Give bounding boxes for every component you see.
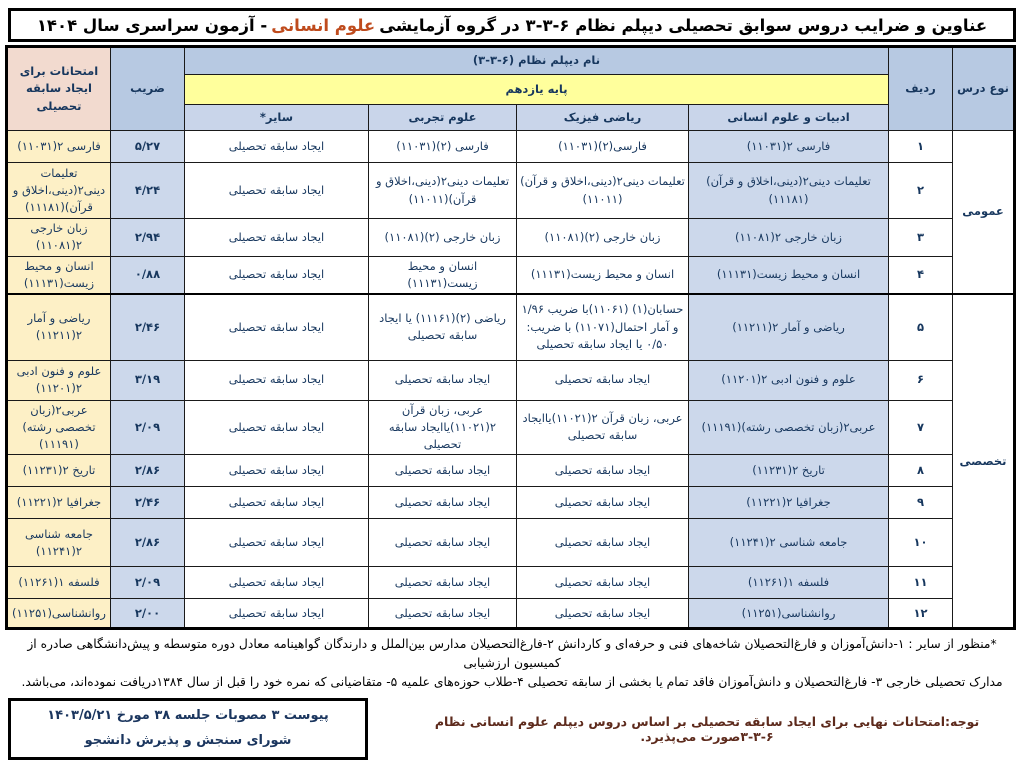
cell-exam: روانشناسی(۱۱۲۵۱)	[6, 599, 110, 629]
col-header-diploma-name: نام دیپلم نظام (۶-۳-۳)	[184, 47, 888, 75]
cell-exam: علوم و فنون ادبی ۲(۱۱۲۰۱)	[6, 360, 110, 400]
col-header-course-type: نوع درس	[953, 47, 1015, 131]
cell-humanities: روانشناسی(۱۱۲۵۱)	[689, 599, 889, 629]
attention-note: توجه:امتحانات نهایی برای ایجاد سابقه تحصیلی بر اساس دروس دیپلم علوم انسانی نظام ۶-۳-۳صورت می‌پذیرد.	[434, 714, 980, 745]
cell-coefficient: ۲/۹۴	[110, 219, 184, 257]
cell-other: ایجاد سابقه تحصیلی	[184, 519, 368, 567]
cell-math-physics: ایجاد سابقه تحصیلی	[517, 487, 689, 519]
cell-math-physics: انسان و محیط زیست(۱۱۱۳۱)	[517, 256, 689, 294]
cell-coefficient: ۵/۲۷	[110, 131, 184, 163]
cell-coefficient: ۲/۰۹	[110, 400, 184, 455]
cell-humanities: ریاضی و آمار ۲(۱۱۲۱۱)	[689, 294, 889, 360]
cell-row-number: ۱۱	[889, 567, 953, 599]
cell-humanities: زبان خارجی ۲(۱۱۰۸۱)	[689, 219, 889, 257]
cell-coefficient: ۳/۱۹	[110, 360, 184, 400]
col-header-row-number: ردیف	[889, 47, 953, 131]
cell-experimental: زبان خارجی (۲)(۱۱۰۸۱)	[369, 219, 517, 257]
cell-exam: ریاضی و آمار ۲(۱۱۲۱۱)	[6, 294, 110, 360]
col-header-exams: امتحانات برای ایجاد سابقه تحصیلی	[6, 47, 110, 131]
cell-row-number: ۱۰	[889, 519, 953, 567]
cell-math-physics: فارسی(۲)(۱۱۰۳۱)	[517, 131, 689, 163]
cell-humanities: تعلیمات دینی۲(دینی،اخلاق و قرآن)(۱۱۱۸۱)	[689, 163, 889, 219]
cell-experimental: ایجاد سابقه تحصیلی	[369, 519, 517, 567]
cell-math-physics: ایجاد سابقه تحصیلی	[517, 455, 689, 487]
branch-header-math-physics: ریاضی فیزیک	[517, 105, 689, 131]
cell-humanities: تاریخ ۲(۱۱۲۳۱)	[689, 455, 889, 487]
table-row	[6, 455, 1014, 487]
table-row	[6, 163, 1014, 219]
cell-experimental: ایجاد سابقه تحصیلی	[369, 487, 517, 519]
cell-row-number: ۴	[889, 256, 953, 294]
cell-experimental: عربی، زبان قرآن ۲(۱۱۰۲۱)یاایجاد سابقه تحصیلی	[369, 400, 517, 455]
table-row	[6, 487, 1014, 519]
cell-coefficient: ۲/۸۶	[110, 455, 184, 487]
cell-exam: فارسی ۲(۱۱۰۳۱)	[6, 131, 110, 163]
cell-exam: زبان خارجی ۲(۱۱۰۸۱)	[6, 219, 110, 257]
cell-exam: فلسفه ۱(۱۱۲۶۱)	[6, 567, 110, 599]
table-row	[6, 294, 1014, 360]
cell-experimental: ایجاد سابقه تحصیلی	[369, 455, 517, 487]
table-row	[6, 131, 1014, 163]
cell-coefficient: ۲/۴۶	[110, 294, 184, 360]
col-header-coefficient: ضریب	[110, 47, 184, 131]
cell-exam: جامعه شناسی ۲(۱۱۲۴۱)	[6, 519, 110, 567]
cell-row-number: ۱	[889, 131, 953, 163]
cell-other: ایجاد سابقه تحصیلی	[184, 219, 368, 257]
cell-other: ایجاد سابقه تحصیلی	[184, 163, 368, 219]
title-pre: عناوین و ضرایب دروس سوابق تحصیلی دیپلم نظام ۶-۳-۳ در گروه آزمایشی	[379, 15, 988, 35]
cell-math-physics: ایجاد سابقه تحصیلی	[517, 567, 689, 599]
cell-humanities: فلسفه ۱(۱۱۲۶۱)	[689, 567, 889, 599]
cell-experimental: ایجاد سابقه تحصیلی	[369, 567, 517, 599]
cell-humanities: انسان و محیط زیست(۱۱۱۳۱)	[689, 256, 889, 294]
cell-other: ایجاد سابقه تحصیلی	[184, 599, 368, 629]
cell-math-physics: حسابان(۱) (۱۱۰۶۱)با ضریب ۱/۹۶ و آمار احتمال(۱۱۰۷۱) با ضریب: ۰/۵۰ یا ایجاد سابقه تحصیلی	[517, 294, 689, 360]
title-highlight: علوم انسانی	[271, 15, 376, 35]
cell-humanities: جغرافیا ۲(۱۱۲۲۱)	[689, 487, 889, 519]
cell-experimental: تعلیمات دینی۲(دینی،اخلاق و قرآن)(۱۱۰۱۱)	[369, 163, 517, 219]
cell-row-number: ۷	[889, 400, 953, 455]
cell-exam: انسان و محیط زیست(۱۱۱۳۱)	[6, 256, 110, 294]
cell-row-number: ۵	[889, 294, 953, 360]
cell-humanities: جامعه شناسی ۲(۱۱۲۴۱)	[689, 519, 889, 567]
cell-row-number: ۸	[889, 455, 953, 487]
cell-other: ایجاد سابقه تحصیلی	[184, 256, 368, 294]
cell-math-physics: عربی، زبان قرآن ۲(۱۱۰۲۱)یاایجاد سابقه تحصیلی	[517, 400, 689, 455]
group-label-specialized: تخصصی	[953, 294, 1015, 629]
cell-coefficient: ۰/۸۸	[110, 256, 184, 294]
attachment-line-2: شورای سنجش و پذیرش دانشجو	[84, 733, 292, 749]
cell-coefficient: ۲/۰۰	[110, 599, 184, 629]
cell-experimental: انسان و محیط زیست(۱۱۱۳۱)	[369, 256, 517, 294]
cell-other: ایجاد سابقه تحصیلی	[184, 487, 368, 519]
table-row	[6, 256, 1014, 294]
branch-header-experimental: علوم تجربی	[369, 105, 517, 131]
cell-math-physics: ایجاد سابقه تحصیلی	[517, 599, 689, 629]
cell-math-physics: ایجاد سابقه تحصیلی	[517, 519, 689, 567]
cell-other: ایجاد سابقه تحصیلی	[184, 360, 368, 400]
cell-math-physics: زبان خارجی (۲)(۱۱۰۸۱)	[517, 219, 689, 257]
table-row	[6, 400, 1014, 455]
cell-math-physics: ایجاد سابقه تحصیلی	[517, 360, 689, 400]
cell-coefficient: ۴/۲۴	[110, 163, 184, 219]
page-title	[8, 8, 1016, 42]
cell-row-number: ۱۲	[889, 599, 953, 629]
title-post: - آزمون سراسری سال ۱۴۰۴	[36, 15, 268, 35]
header-row-1	[6, 47, 1014, 75]
cell-experimental: فارسی (۲)(۱۱۰۳۱)	[369, 131, 517, 163]
cell-other: ایجاد سابقه تحصیلی	[184, 294, 368, 360]
cell-other: ایجاد سابقه تحصیلی	[184, 400, 368, 455]
attachment-line-1: پیوست ۳ مصوبات جلسه ۳۸ مورخ ۱۴۰۳/۵/۲۱	[47, 708, 329, 724]
cell-coefficient: ۲/۴۶	[110, 487, 184, 519]
cell-experimental: ایجاد سابقه تحصیلی	[369, 599, 517, 629]
cell-row-number: ۳	[889, 219, 953, 257]
cell-exam: عربی۲(زبان تخصصی رشته) (۱۱۱۹۱)	[6, 400, 110, 455]
table-row	[6, 219, 1014, 257]
cell-row-number: ۹	[889, 487, 953, 519]
cell-experimental: ایجاد سابقه تحصیلی	[369, 360, 517, 400]
cell-humanities: فارسی ۲(۱۱۰۳۱)	[689, 131, 889, 163]
cell-other: ایجاد سابقه تحصیلی	[184, 131, 368, 163]
cell-humanities: عربی۲(زبان تخصصی رشته)(۱۱۱۹۱)	[689, 400, 889, 455]
cell-exam: تعلیمات دینی۲(دینی،اخلاق و قرآن)(۱۱۱۸۱)	[6, 163, 110, 219]
cell-other: ایجاد سابقه تحصیلی	[184, 455, 368, 487]
table-row	[6, 567, 1014, 599]
footer-row	[8, 698, 1016, 759]
cell-row-number: ۶	[889, 360, 953, 400]
branch-header-other: سایر*	[184, 105, 368, 131]
footnote-other-definition	[8, 635, 1016, 692]
table-row	[6, 599, 1014, 629]
cell-coefficient: ۲/۰۹	[110, 567, 184, 599]
cell-experimental: ریاضی (۲)(۱۱۱۶۱) یا ایجاد سابقه تحصیلی	[369, 294, 517, 360]
cell-humanities: علوم و فنون ادبی ۲(۱۱۲۰۱)	[689, 360, 889, 400]
cell-coefficient: ۲/۸۶	[110, 519, 184, 567]
footnote-line-1: *منظور از سایر : ۱-دانش‌آموزان و فارغ‌التحصیلان شاخه‌های فنی و حرفه‌ای و کاردانش ۲-فارغ‌التحصیلان مدارس بین‌الملل و دارندگان گواهینامه معادل دوره متوسطه و پیش‌دانشگاهی صادره از کمیسیون ارزشیابی	[27, 637, 997, 671]
subjects-coefficients-table	[5, 45, 1016, 630]
cell-other: ایجاد سابقه تحصیلی	[184, 567, 368, 599]
cell-exam: تاریخ ۲(۱۱۲۳۱)	[6, 455, 110, 487]
cell-math-physics: تعلیمات دینی۲(دینی،اخلاق و قرآن)(۱۱۰۱۱)	[517, 163, 689, 219]
footnote-line-2: مدارک تحصیلی خارجی ۳- فارغ‌التحصیلان و دانش‌آموزان فاقد تمام یا بخشی از سابقه تحصیلی ۴-طلاب حوزه‌های علمیه ۵- متقاضیانی که نمره خود را قبل از سال ۱۳۸۴دریافت نموده‌اند، می‌باشد.	[21, 675, 1003, 690]
table-row	[6, 519, 1014, 567]
attachment-box	[8, 698, 368, 759]
grade-banner: پایه یازدهم	[184, 75, 888, 105]
cell-exam: جغرافیا ۲(۱۱۲۲۱)	[6, 487, 110, 519]
table-row	[6, 360, 1014, 400]
cell-row-number: ۲	[889, 163, 953, 219]
group-label-general: عمومی	[953, 131, 1015, 295]
branch-header-humanities: ادبیات و علوم انسانی	[689, 105, 889, 131]
